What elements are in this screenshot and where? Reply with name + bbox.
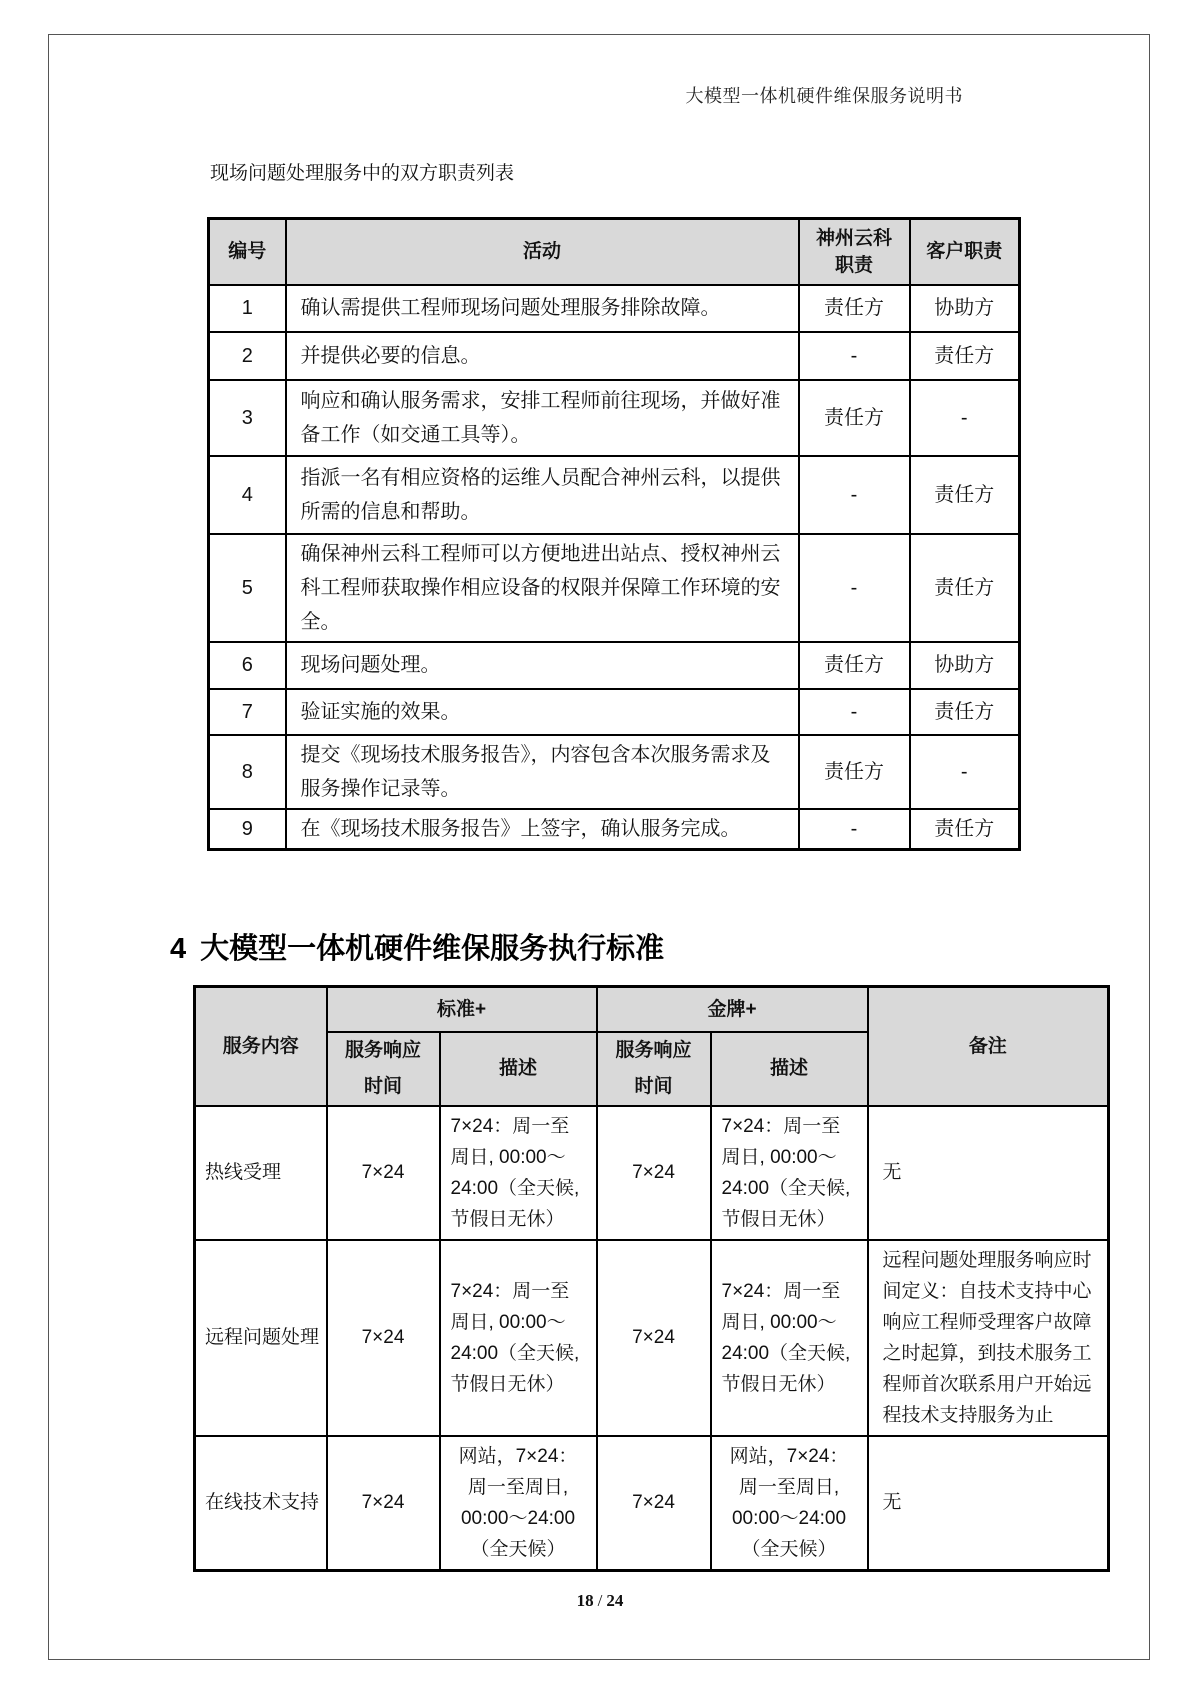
responsibility-table	[207, 217, 1021, 851]
col-header-standard-plus: 标准+	[327, 987, 597, 1032]
table-row	[209, 809, 1020, 850]
row-no: 5	[209, 534, 286, 642]
row-customer-role: 责任方	[910, 689, 1020, 735]
table-row	[195, 1436, 1109, 1571]
row-activity: 提交《现场技术服务报告》，内容包含本次服务需求及服务操作记录等。	[286, 735, 799, 809]
table-row	[209, 642, 1020, 689]
page-number-separator: /	[597, 1591, 603, 1610]
col-header-std-response: 服务响应时间	[327, 1032, 440, 1106]
row-service: 热线受理	[195, 1106, 327, 1240]
row-std-response: 7×24	[327, 1240, 440, 1436]
row-service: 远程问题处理	[195, 1240, 327, 1436]
row-customer-role: 责任方	[910, 456, 1020, 534]
table1-caption: 现场问题处理服务中的双方职责列表	[210, 163, 515, 184]
row-activity: 在《现场技术服务报告》上签字，确认服务完成。	[286, 809, 799, 850]
col-header-no: 编号	[209, 219, 286, 285]
row-std-response: 7×24	[327, 1436, 440, 1571]
row-gold-response: 7×24	[597, 1240, 711, 1436]
row-customer-role: 协助方	[910, 285, 1020, 332]
section-number: 4	[170, 933, 187, 965]
col-header-gold-response: 服务响应时间	[597, 1032, 711, 1106]
row-activity: 响应和确认服务需求，安排工程师前往现场，并做好准备工作（如交通工具等）。	[286, 380, 799, 456]
col-header-activity: 活动	[286, 219, 799, 285]
row-no: 8	[209, 735, 286, 809]
row-std-desc: 7×24：周一至周日, 00:00～24:00（全天候, 节假日无休）	[440, 1106, 597, 1240]
row-no: 1	[209, 285, 286, 332]
table-row	[209, 735, 1020, 809]
row-no: 7	[209, 689, 286, 735]
row-customer-role: -	[910, 735, 1020, 809]
row-gold-desc: 7×24：周一至周日, 00:00～24:00（全天候, 节假日无休）	[711, 1106, 868, 1240]
row-vendor-role: -	[799, 534, 910, 642]
table-row	[195, 1106, 1109, 1240]
col-header-customer: 客户职责	[910, 219, 1020, 285]
col-header-vendor: 神州云科职责	[799, 219, 910, 285]
row-no: 2	[209, 332, 286, 380]
row-std-response: 7×24	[327, 1106, 440, 1240]
table-row	[209, 456, 1020, 534]
row-vendor-role: 责任方	[799, 642, 910, 689]
col-header-service: 服务内容	[195, 987, 327, 1106]
row-vendor-role: -	[799, 456, 910, 534]
row-customer-role: 责任方	[910, 809, 1020, 850]
row-activity: 确认需提供工程师现场问题处理服务排除故障。	[286, 285, 799, 332]
table-row	[209, 689, 1020, 735]
table-header-row	[209, 219, 1020, 285]
table-row	[209, 380, 1020, 456]
page-footer	[0, 1591, 1200, 1611]
col-header-gold-plus: 金牌+	[597, 987, 868, 1032]
row-no: 4	[209, 456, 286, 534]
table-row	[209, 285, 1020, 332]
row-customer-role: 责任方	[910, 332, 1020, 380]
row-vendor-role: 责任方	[799, 285, 910, 332]
row-no: 3	[209, 380, 286, 456]
row-vendor-role: -	[799, 689, 910, 735]
page-total: 24	[606, 1591, 624, 1610]
table-row	[209, 534, 1020, 642]
col-header-gold-desc: 描述	[711, 1032, 868, 1106]
row-customer-role: -	[910, 380, 1020, 456]
row-gold-desc: 网站，7×24：周一至周日, 00:00～24:00（全天候）	[711, 1436, 868, 1571]
row-vendor-role: -	[799, 332, 910, 380]
table-header-row	[195, 987, 1109, 1032]
row-remark: 远程问题处理服务响应时间定义：自技术支持中心响应工程师受理客户故障之时起算，到技术服务工程师首次联系用户开始远程技术支持服务为止	[868, 1240, 1109, 1436]
row-activity: 指派一名有相应资格的运维人员配合神州云科，以提供所需的信息和帮助。	[286, 456, 799, 534]
row-remark: 无	[868, 1106, 1109, 1240]
section-heading	[170, 926, 664, 967]
row-activity: 验证实施的效果。	[286, 689, 799, 735]
row-vendor-role: 责任方	[799, 380, 910, 456]
row-activity: 确保神州云科工程师可以方便地进出站点、授权神州云科工程师获取操作相应设备的权限并保障工作环境的安全。	[286, 534, 799, 642]
row-gold-response: 7×24	[597, 1106, 711, 1240]
row-no: 9	[209, 809, 286, 850]
row-activity: 现场问题处理。	[286, 642, 799, 689]
row-vendor-role: 责任方	[799, 735, 910, 809]
row-std-desc: 7×24：周一至周日, 00:00～24:00（全天候, 节假日无休）	[440, 1240, 597, 1436]
row-customer-role: 责任方	[910, 534, 1020, 642]
table-row	[195, 1240, 1109, 1436]
sla-table	[193, 985, 1110, 1572]
col-header-std-desc: 描述	[440, 1032, 597, 1106]
row-customer-role: 协助方	[910, 642, 1020, 689]
row-std-desc: 网站，7×24：周一至周日, 00:00～24:00（全天候）	[440, 1436, 597, 1571]
row-gold-desc: 7×24：周一至周日, 00:00～24:00（全天候, 节假日无休）	[711, 1240, 868, 1436]
row-vendor-role: -	[799, 809, 910, 850]
table-row	[209, 332, 1020, 380]
row-activity: 并提供必要的信息。	[286, 332, 799, 380]
row-remark: 无	[868, 1436, 1109, 1571]
row-no: 6	[209, 642, 286, 689]
row-service: 在线技术支持	[195, 1436, 327, 1571]
page-number: 18	[576, 1591, 594, 1610]
section-title: 大模型一体机硬件维保服务执行标准	[200, 933, 665, 965]
col-header-remark: 备注	[868, 987, 1109, 1106]
row-gold-response: 7×24	[597, 1436, 711, 1571]
document-header-title: 大模型一体机硬件维保服务说明书	[685, 86, 963, 106]
